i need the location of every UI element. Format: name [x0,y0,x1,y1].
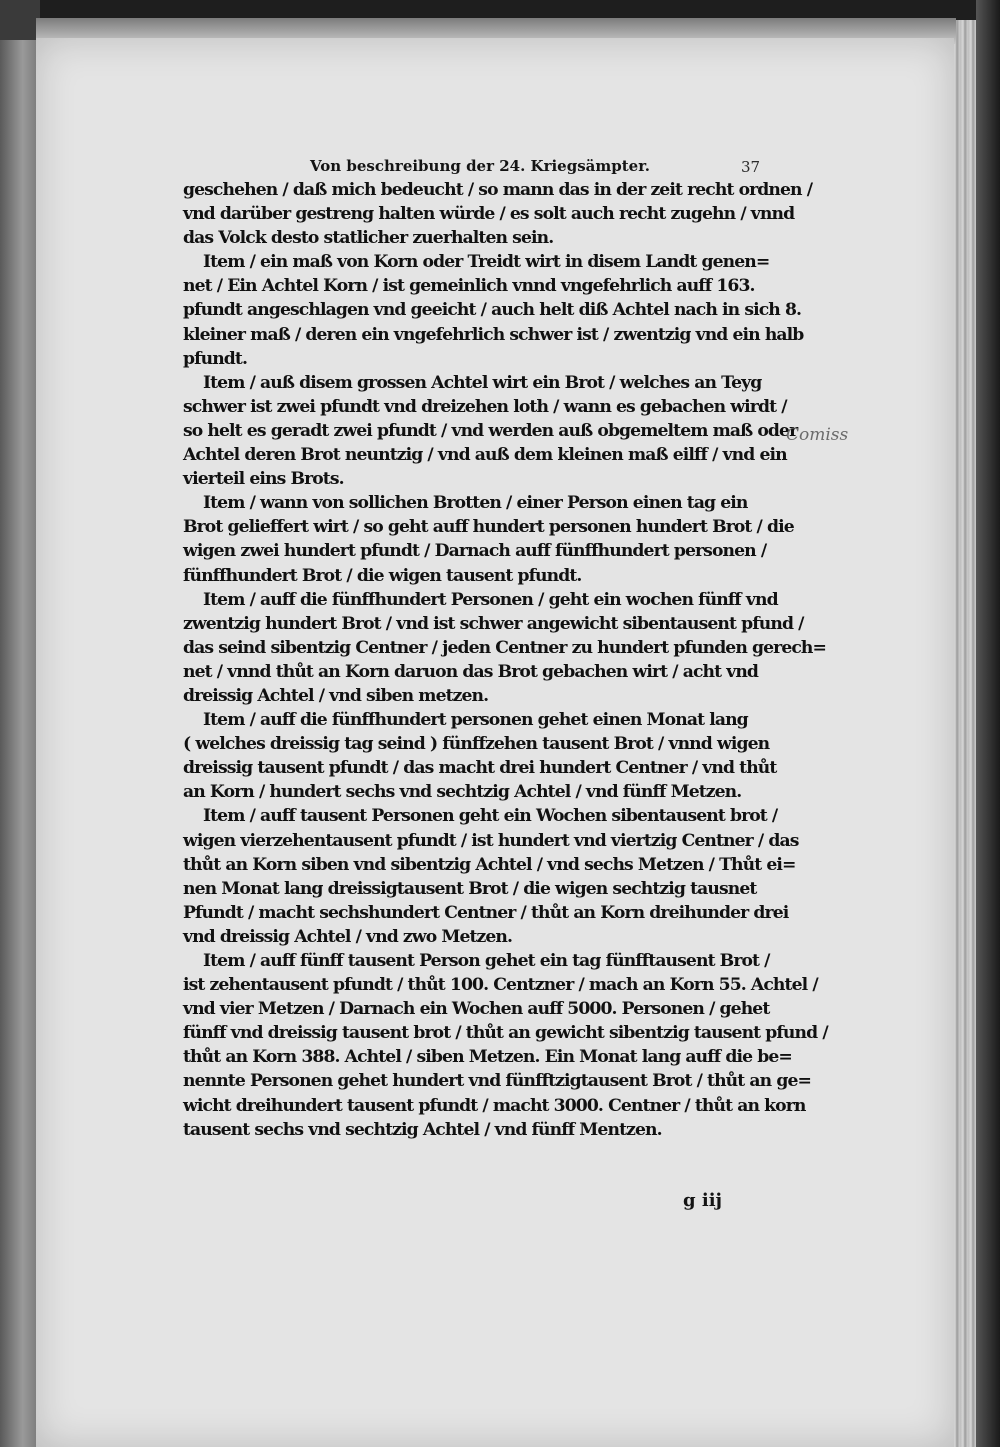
text-line: Item / wann von sollichen Brotten / einer Person einen tag ein [203,493,748,514]
text-line: schwer ist zwei pfundt vnd dreizehen loth / wann es gebachen wirdt / [183,396,787,417]
text-line: pfundt. [183,348,248,369]
text-line: das Volck desto statlicher zuerhalten sein. [183,228,554,249]
text-line: fünffhundert Brot / die wigen tausent pfundt. [183,565,582,586]
text-line: ist zehentausent pfundt / thůt 100. Centzner / mach an Korn 55. Achtel / [183,975,818,996]
text-line: nennte Personen gehet hundert vnd fünfftzigtausent Brot / thůt an ge= [183,1071,811,1092]
text-line: Brot gelieffert wirt / so geht auff hundert personen hundert Brot / die [183,517,794,538]
text-line: vierteil eins Brots. [183,469,344,490]
right-shadow [976,0,1000,1447]
text-line: vnd darüber gestreng halten würde / es solt auch recht zugehn / vnnd [183,204,795,225]
text-line: vnd dreissig Achtel / vnd zwo Metzen. [183,926,513,947]
previous-page-edge [0,40,38,1447]
text-line: tausent sechs vnd sechtzig Achtel / vnd fünff Mentzen. [183,1119,662,1140]
text-line: Item / auff tausent Personen geht ein Wochen sibentausent brot / [203,806,778,827]
text-line: Pfundt / macht sechshundert Centner / thůt an Korn dreihunder drei [183,902,789,923]
text-line: nen Monat lang dreissigtausent Brot / die wigen sechtzig tausnet [183,878,757,899]
text-line: thůt an Korn 388. Achtel / siben Metzen. Ein Monat lang auff die be= [183,1047,792,1068]
text-line: Item / ein maß von Korn oder Treidt wirt in disem Landt genen= [203,252,770,273]
page-number: 37 [741,158,761,176]
text-line: wigen vierzehentausent pfundt / ist hundert vnd viertzig Centner / das [183,830,799,851]
text-line: Item / auff fünff tausent Person gehet ein tag fünfftausent Brot / [203,951,770,971]
text-line: fünff vnd dreissig tausent brot / thůt an gewicht sibentzig tausent pfund / [183,1023,828,1044]
text-line: kleiner maß / deren ein vngefehrlich schwer ist / zwentzig vnd ein halb [183,324,804,345]
text-line: wicht dreihundert tausent pfundt / macht 3000. Centner / thůt an korn [183,1095,806,1116]
text-line: ( welches dreissig tag seind ) fünffzehen tausent Brot / vnnd wigen [183,734,770,755]
text-line: Item / auff die fünffhundert Personen / geht ein wochen fünff vnd [203,589,778,610]
marginal-note: Comiss [786,425,849,445]
running-head: Von beschreibung der 24. Kriegsämpter. [310,157,650,175]
text-line: pfundt angeschlagen vnd geeicht / auch helt diß Achtel nach in sich 8. [183,300,802,321]
text-line: dreissig Achtel / vnd siben metzen. [183,685,489,706]
text-line: Item / auff die fünffhundert personen gehet einen Monat lang [203,710,748,731]
text-line: net / vnnd thůt an Korn daruon das Brot gebachen wirt / acht vnd [183,661,759,682]
text-line: zwentzig hundert Brot / vnd ist schwer angewicht sibentausent pfund / [183,613,804,634]
signature-mark: g iij [683,1190,723,1211]
text-line: geschehen / daß mich bedeucht / so mann das in der zeit recht ordnen / [183,180,813,200]
text-line: net / Ein Achtel Korn / ist gemeinlich vnnd vngefehrlich auff 163. [183,276,755,297]
text-line: so helt es geradt zwei pfundt / vnd werden auß obgemeltem maß oder [183,420,798,441]
text-line: vnd vier Metzen / Darnach ein Wochen auff 5000. Personen / gehet [183,999,770,1020]
text-line: Item / auß disem grossen Achtel wirt ein Brot / welches an Teyg [203,372,762,393]
text-line: thůt an Korn siben vnd sibentzig Achtel / vnd sechs Metzen / Thůt ei= [183,854,796,875]
text-line: das seind sibentzig Centner / jeden Centner zu hundert pfunden gerech= [183,637,827,658]
text-line: wigen zwei hundert pfundt / Darnach auff fünffhundert personen / [183,541,767,562]
text-line: an Korn / hundert sechs vnd sechtzig Achtel / vnd fünff Metzen. [183,782,742,803]
text-line: Achtel deren Brot neuntzig / vnd auß dem kleinen maß eilff / vnd ein [183,445,787,466]
text-line: dreissig tausent pfundt / das macht drei hundert Centner / vnd thůt [183,758,777,779]
